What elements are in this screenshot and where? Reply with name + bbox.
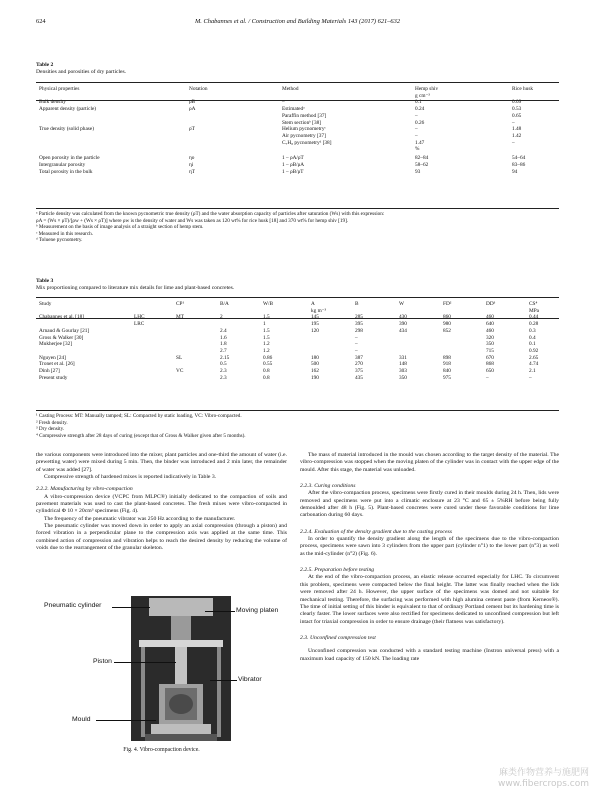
table3-row: [39, 348, 557, 355]
table2-title: Densities and porosities of dry particles.: [36, 69, 127, 75]
table2-cell: –: [415, 126, 418, 133]
table3-cell: 2: [220, 314, 223, 321]
table3-unit: [134, 308, 176, 315]
table3-unit: [220, 308, 263, 315]
table2-cell: [39, 140, 189, 147]
footnote: ⁴ Compressive strength after 28 days of curing (except that of Gross & Walker given after 5 months).: [36, 432, 246, 439]
table3-cell: [176, 335, 220, 342]
table3-cell: Tronet et al. [26]: [39, 361, 75, 368]
table3-cell: MT: [176, 314, 184, 321]
table3-title: Mix proportioning compared to literature mix details for lime and plant-based concretes.: [36, 285, 235, 291]
table3-cell: Present study: [39, 374, 68, 381]
table3-cell: 1.5: [263, 314, 270, 321]
table2-row: [39, 140, 557, 147]
table2-cell: Apparent density (particle): [39, 106, 97, 113]
table2-label: Table 2: [36, 62, 54, 68]
table3-unit: [399, 308, 443, 315]
table2-cell: Air pycnometry [37]: [282, 132, 326, 139]
table3-cell: [176, 321, 220, 328]
table3-cell: [134, 355, 176, 362]
table2-cell: Total porosity in the bulk: [39, 168, 93, 175]
table2-cell: –: [282, 99, 285, 106]
table2-cell: ρT: [189, 126, 195, 133]
table3-cell: 120: [311, 327, 319, 334]
table3-row: [39, 335, 557, 342]
table3-cell: [39, 321, 134, 328]
table3-row: [39, 368, 557, 375]
table2-row: [39, 106, 557, 113]
table3-cell: 1: [263, 321, 266, 328]
table3-label: Table 3: [36, 278, 54, 284]
table3-col-header: B/A: [220, 301, 229, 307]
table3-unit: [355, 308, 399, 315]
table2-cell: 0.1: [415, 99, 422, 106]
table3-cell: [134, 361, 176, 368]
figure-label-mould: Mould: [72, 716, 91, 723]
watermark-line: www.fibercrops.com: [498, 779, 589, 789]
table2-cell: 54–64: [512, 155, 526, 162]
table3-cell: –: [529, 374, 532, 381]
table3-cell: [443, 348, 486, 355]
table2-cell: [282, 146, 415, 153]
table3-cell: 640: [486, 321, 494, 328]
table3-cell: 375: [355, 368, 363, 375]
table2-cell: 0.65: [512, 112, 522, 119]
table2-row: [39, 153, 557, 162]
section-heading: 2.2.5. Preparation before testing: [300, 567, 375, 574]
table2-cell: Intergranular porosity: [39, 162, 86, 169]
table3-cell: 434: [399, 327, 407, 334]
table3-cell: [134, 348, 176, 355]
table2-cell: %: [415, 146, 420, 153]
paragraph: In order to quantify the density gradient along the length of the specimens due to the vibro-compaction process, specimens were sawn into 3 cylinders from the upper part (cylinder n°1) to the lower part (n°3) as well as the mid-cylinder (n°2) (Fig. 6).: [300, 536, 559, 557]
table3-cell: Nguyen [24]: [39, 354, 66, 361]
table3-cell: LRC: [134, 321, 145, 328]
table3-cell: 1.2: [263, 347, 270, 354]
table3-cell: 1.5: [263, 334, 270, 341]
table3-cell: –: [486, 374, 489, 381]
table3-col-header: CP¹: [176, 301, 185, 307]
table3-cell: 860: [443, 314, 451, 321]
footnote: ¹ Casting Process: MT: Manually tamped; SL: Compacted by static loading, VC: Vibro-compacted.: [36, 413, 242, 419]
figure-label-pneumatic-cylinder: Pneumatic cylinder: [44, 602, 102, 609]
left-column: [36, 452, 287, 552]
table3-unit: [39, 308, 134, 315]
table2-cell: 94: [512, 168, 518, 175]
table3-bottom-rule: [36, 410, 559, 411]
leader-line: [210, 680, 237, 681]
table2-cell: –: [415, 112, 418, 119]
paragraph: The pneumatic cylinder was moved down in order to apply an axial compression (through a piston) and forced vibration in a perpendicular plane to the compression axis was applied at the same time. This combined action of compression and vibration helps to reach the desired density by reducing the volume of voids due to the rearrangement of the granular skeleton.: [36, 523, 287, 552]
table2-cell: [189, 133, 282, 140]
table3-header-rule: [36, 318, 559, 319]
table3-cell: 303: [399, 368, 407, 375]
table3-cell: 390: [399, 321, 407, 328]
table3-units-row: [39, 308, 557, 315]
table3-cell: [134, 375, 176, 382]
table3-cell: 320: [486, 334, 494, 341]
table2-cell: Estimatedᵃ: [282, 106, 305, 113]
table3-cell: [176, 341, 220, 348]
table3-cell: 2.15: [220, 354, 230, 361]
table2-cell: Open porosity in the particle: [39, 155, 100, 162]
table3-cell: –: [355, 334, 358, 341]
table3-cell: [399, 348, 443, 355]
table2-cell: 1 – ρB/ρT: [282, 168, 304, 175]
table3-cell: 460: [486, 314, 494, 321]
table3-row: [39, 321, 557, 328]
right-column: [300, 452, 559, 663]
table3-cell: [39, 348, 134, 355]
table3-cell: Arnaud & Gourlay [21]: [39, 327, 90, 334]
table3-cell: 500: [311, 361, 319, 368]
table3-col-header: W/B: [263, 301, 274, 307]
table2-col-header: Hemp shiv g cm⁻³: [415, 86, 439, 99]
table3-cell: 898: [443, 354, 451, 361]
section-heading: 2.2.3. Curing conditions: [300, 483, 356, 490]
table3-cell: Gross & Walker [30]: [39, 334, 84, 341]
table2-cell: [512, 146, 557, 153]
table3-cell: 0.1: [529, 341, 536, 348]
table3-cell: 2.3: [220, 368, 227, 375]
table3-unit: [443, 308, 486, 315]
table2-header-row: [39, 86, 557, 99]
table2-cell: [189, 120, 282, 127]
table2-cell: True density (solid phase): [39, 126, 94, 133]
table3-cell: 298: [355, 327, 363, 334]
table3-cell: 840: [443, 368, 451, 375]
table3-cell: 331: [399, 354, 407, 361]
table2-cell: 0.24: [415, 106, 425, 113]
table3-cell: [443, 335, 486, 342]
table3-row: [39, 355, 557, 362]
running-header: [36, 18, 559, 30]
figure-caption: Fig. 4. Vibro-compaction device.: [123, 747, 200, 753]
watermark-line: 麻类作物营养与施肥网: [498, 768, 589, 778]
table3-cell: [176, 361, 220, 368]
table2-cell: 1 – ρA/ρT: [282, 155, 304, 162]
footnote: ᵃ Particle density was calculated from the known pycnometric true density (ρT) and the water absorption capacity of particles after saturation (Ws) with this expression:: [36, 211, 385, 217]
journal-citation: M. Chabannes et al. / Construction and Building Materials 143 (2017) 621–632: [194, 18, 401, 25]
table2-top-rule: [36, 82, 559, 83]
paragraph: the various components were introduced into the mixer, plant particles and one-third the amount of water (i.e. prewetting water) were mixed during 5 min. Then, the binder was introduced and 2 min later, the remainder of water was added [27].: [36, 452, 287, 473]
table3-cell: 0.44: [529, 314, 539, 321]
paragraph: A vibro-compression device (VCPC from MLPC®) initially dedicated to the compaction of soils and pavement materials was used to cast the plant-based concretes. The fresh mixes were vibro-compacted in cylindrical Φ 10 × 20cm³ specimens (Fig. 4).: [36, 493, 287, 515]
table3-cell: 0.86: [263, 354, 273, 361]
table3-footnotes: [36, 413, 559, 439]
table3-cell: 148: [399, 361, 407, 368]
table2-cell: 82–84: [415, 155, 429, 162]
figure-label-piston: Piston: [93, 658, 112, 665]
table3-cell: 975: [443, 374, 451, 381]
table2-cell: –: [415, 132, 418, 139]
table3-cell: 918: [443, 361, 451, 368]
table2-cell: 0.09: [512, 99, 522, 106]
table3-cell: 430: [399, 314, 407, 321]
table2-footnotes: [36, 211, 559, 244]
table3-col-header: [134, 301, 176, 308]
table3-cell: [176, 375, 220, 382]
table2-cell: –: [512, 119, 515, 126]
table3-cell: 1.6: [220, 334, 227, 341]
table3-cell: 0.4: [529, 334, 536, 341]
table3-cell: 0.3: [529, 327, 536, 334]
table3-cell: 1.5: [263, 327, 270, 334]
section-heading: 2.3. Unconfined compression test: [300, 634, 376, 641]
table3-cell: [443, 341, 486, 348]
table3-cell: [399, 335, 443, 342]
table3-cell: [176, 348, 220, 355]
table2-unit: g cm⁻³: [415, 92, 430, 99]
footnote: ³ Dry density.: [36, 426, 65, 433]
table3-cell: [311, 335, 355, 342]
leader-line: [114, 662, 176, 663]
paragraph: Unconfined compression was conducted with a standard testing machine (Instron universal press) with a maximum load capacity of 150 kN. The loading rate: [300, 648, 559, 662]
table2-cell: ηT: [189, 168, 196, 175]
table3-cell: [134, 335, 176, 342]
table2-row: [39, 133, 557, 140]
table3-cell: 2.3: [220, 374, 227, 381]
table3-cell: 395: [355, 321, 363, 328]
table2-cell: [189, 146, 282, 153]
table3-cell: 715: [486, 347, 494, 354]
table3-cell: 460: [486, 327, 494, 334]
paragraph: After the vibro-compaction process, specimens were firstly cured in their moulds during 24 h. Then, lids were removed and specimens were put into a climatic enclosure at 23 °C and 65 ± 5%RH before being fully demoulded after 48 h (Fig. 5). Plant-based concretes were cured under these favorable conditions for lime carbonation during 60 days.: [300, 490, 559, 519]
table3-unit: [176, 308, 220, 315]
table2-cell: –: [512, 139, 515, 146]
table2-row: [39, 113, 557, 120]
table2-bottom-rule: [36, 208, 559, 209]
table3-cell: 0.8: [263, 368, 270, 375]
table3-cell: 435: [355, 374, 363, 381]
table3-col-header: B: [355, 301, 359, 307]
table3-cell: Mukherjee [32]: [39, 341, 73, 348]
table3-cell: Chabannes et al. [18]: [39, 314, 85, 321]
table3-header-row: [39, 301, 557, 308]
table3-cell: 145: [311, 314, 319, 321]
table3-cell: 0.55: [263, 361, 273, 368]
figure-label-vibrator: Vibrator: [238, 676, 262, 683]
table3-cell: [311, 341, 355, 348]
table2-cell: 1.47: [415, 139, 425, 146]
table3-col-header: W: [399, 301, 404, 307]
table3-cell: 387: [355, 354, 363, 361]
table2-cell: 93: [415, 168, 421, 175]
footnote: ² Fresh density.: [36, 419, 68, 426]
footnote: ᵈ Toluene pycnometry.: [36, 237, 83, 244]
paragraph: At the end of the vibro-compaction process, an elastic release occurred especially for LHC. To circumvent this problem, specimens were compacted below the final height. The latter was finally reached when the lids were removed after 24 h. However, the upper surface of the specimens was domed and not suitable for mechanical testing. Therefore, the surfacing was performed with high alumina cement paste (from Kerneos®). The time of initial setting of this binder is equivalent to that of ordinary Portland cement but its hardening time is clearly faster. The lower surfaces were also rectified for specimens dedicated to unconfined compression but left intact for triaxial compression in order to ensure drainage (their flatness was satisfactory).: [300, 574, 559, 625]
table3-cell: [220, 321, 263, 328]
table2-col-header: Rice husk: [512, 86, 534, 92]
table3-cell: 2.7: [220, 347, 227, 354]
table3-cell: [399, 341, 443, 348]
table3-cell: 4.74: [529, 361, 539, 368]
paragraph: The frequency of the pneumatic vibrator was 250 Hz according to the manufacturer.: [44, 515, 236, 522]
table3-col-header: Study: [39, 301, 52, 307]
table3-cell: 852: [443, 327, 451, 334]
table3-caption: [36, 278, 234, 292]
section-heading: 2.2.4. Evaluation of the density gradient due to the casting process: [300, 528, 452, 535]
table2-row: [39, 146, 557, 153]
table3-row: [39, 361, 557, 368]
table3-cell: 0.5: [220, 361, 227, 368]
table3-cell: [134, 328, 176, 335]
table2-cell: Helium pycnometryᶜ: [282, 126, 326, 133]
table3-top-rule: [36, 297, 559, 298]
table3-cell: 2.4: [220, 327, 227, 334]
table3-cell: 2.65: [529, 354, 539, 361]
table3-cell: 1.2: [263, 341, 270, 348]
table3-row: [39, 375, 557, 382]
leader-line: [205, 611, 235, 612]
table2-cell: ηi: [189, 162, 194, 169]
section-heading: 2.2.2. Manufacturing by vibro-compaction: [36, 486, 133, 493]
footnote: ᶜ Measured in this research.: [36, 230, 94, 237]
table2-cell: 1.42: [512, 132, 522, 139]
table3-cell: –: [355, 347, 358, 354]
leader-line: [112, 607, 150, 608]
table3-unit: MPa: [529, 307, 540, 314]
table3-unit: [263, 308, 311, 315]
table3-cell: 650: [486, 368, 494, 375]
table3-row: [39, 341, 557, 348]
table3-cell: [311, 348, 355, 355]
table3-cell: [134, 368, 176, 375]
table3-col-header: A: [311, 301, 315, 307]
table3-cell: 285: [355, 314, 363, 321]
table2-cell: Stem sectionᵇ [38]: [282, 119, 322, 126]
table2-cell: 58–62: [415, 162, 429, 169]
table2-cell: Bulk density: [39, 99, 66, 106]
table3: [39, 301, 557, 381]
table3-cell: 670: [486, 354, 494, 361]
footnote: ᵇ Measurement on the basis of image analysis of a straight section of hemp stem.: [36, 224, 204, 231]
table3-cell: 0.28: [529, 321, 539, 328]
footnote: ρA = (Ws × ρT)/[ρw + (Ws × ρT)] where ρw is the density of water and Ws was taken as 120 wt% for rice husk [18] and 370 wt% for hemp shiv [19].: [36, 217, 349, 224]
paragraph: Compressive strength of hardened mixes is reported indicatively in Table 3.: [44, 474, 217, 481]
table3-cell: [176, 328, 220, 335]
page-number: 624: [36, 18, 46, 25]
table3-cell: 0.92: [529, 347, 539, 354]
paragraph: The mass of material introduced in the mould was chosen according to the target density of the material. The vibro-compression was stopped when the moving platen of the cylinder was in contact with the upper edge of the mould. After this stage, the material was unloaded.: [300, 452, 559, 473]
table2-cell: C₇H₈ pycnometryᵈ [38]: [282, 139, 332, 146]
table2-cell: [39, 133, 189, 140]
table3-cell: 2.1: [529, 368, 536, 375]
table3-unit: kg m⁻³: [311, 307, 327, 314]
table2-caption: [36, 62, 126, 76]
table3-cell: 162: [311, 368, 319, 375]
table2-cell: ρB: [189, 99, 196, 106]
table2-cell: 0.53: [512, 106, 522, 113]
table3-cell: 980: [443, 321, 451, 328]
table3-cell: SL: [176, 354, 183, 361]
table2-cell: 1.48: [512, 126, 522, 133]
leader-line: [96, 720, 156, 721]
table2-col-header: Physical properties: [39, 86, 80, 92]
table3-cell: 868: [486, 361, 494, 368]
table3-cell: –: [355, 341, 358, 348]
table2-row: [39, 120, 557, 127]
table3-cell: 195: [311, 321, 319, 328]
table2-row: [39, 126, 557, 133]
table3-cell: LHC: [134, 314, 145, 321]
figure-label-moving-platen: Moving platen: [236, 607, 279, 614]
table3-col-header: FD²: [443, 301, 452, 307]
table3-cell: VC: [176, 368, 184, 375]
table2-cell: [189, 113, 282, 120]
table2-col-header: Method: [282, 86, 299, 92]
table2-cell: 1 – ρB/ρA: [282, 162, 305, 169]
table3-cell: 180: [311, 354, 319, 361]
table2-cell: ηo: [189, 155, 195, 162]
watermark: [498, 768, 589, 790]
table2-cell: [39, 146, 189, 153]
table3-cell: 1.8: [220, 341, 227, 348]
table2-row: [39, 162, 557, 169]
table3-row: [39, 328, 557, 335]
table3-unit: [486, 308, 529, 315]
table2-cell: [39, 113, 189, 120]
table2-cell: 0.26: [415, 119, 425, 126]
table2-cell: ρA: [189, 106, 196, 113]
table3-cell: 0.8: [263, 374, 270, 381]
table2-col-header: Notation: [189, 86, 208, 92]
table3-cell: Dinh [27]: [39, 368, 60, 375]
table3-cell: 350: [399, 374, 407, 381]
table2-cell: 83–86: [512, 162, 526, 169]
table3-col-header: CS⁴: [529, 301, 538, 307]
table2-cell: Paraffin method [37]: [282, 112, 327, 119]
table3-col-header: DD³: [486, 301, 496, 307]
table2-row: [39, 169, 557, 176]
table2-header-rule: [36, 100, 559, 101]
table2-cell: [189, 140, 282, 147]
table3-cell: 190: [311, 374, 319, 381]
table3-cell: 270: [355, 361, 363, 368]
table3-cell: [134, 341, 176, 348]
table3-cell: 350: [486, 341, 494, 348]
